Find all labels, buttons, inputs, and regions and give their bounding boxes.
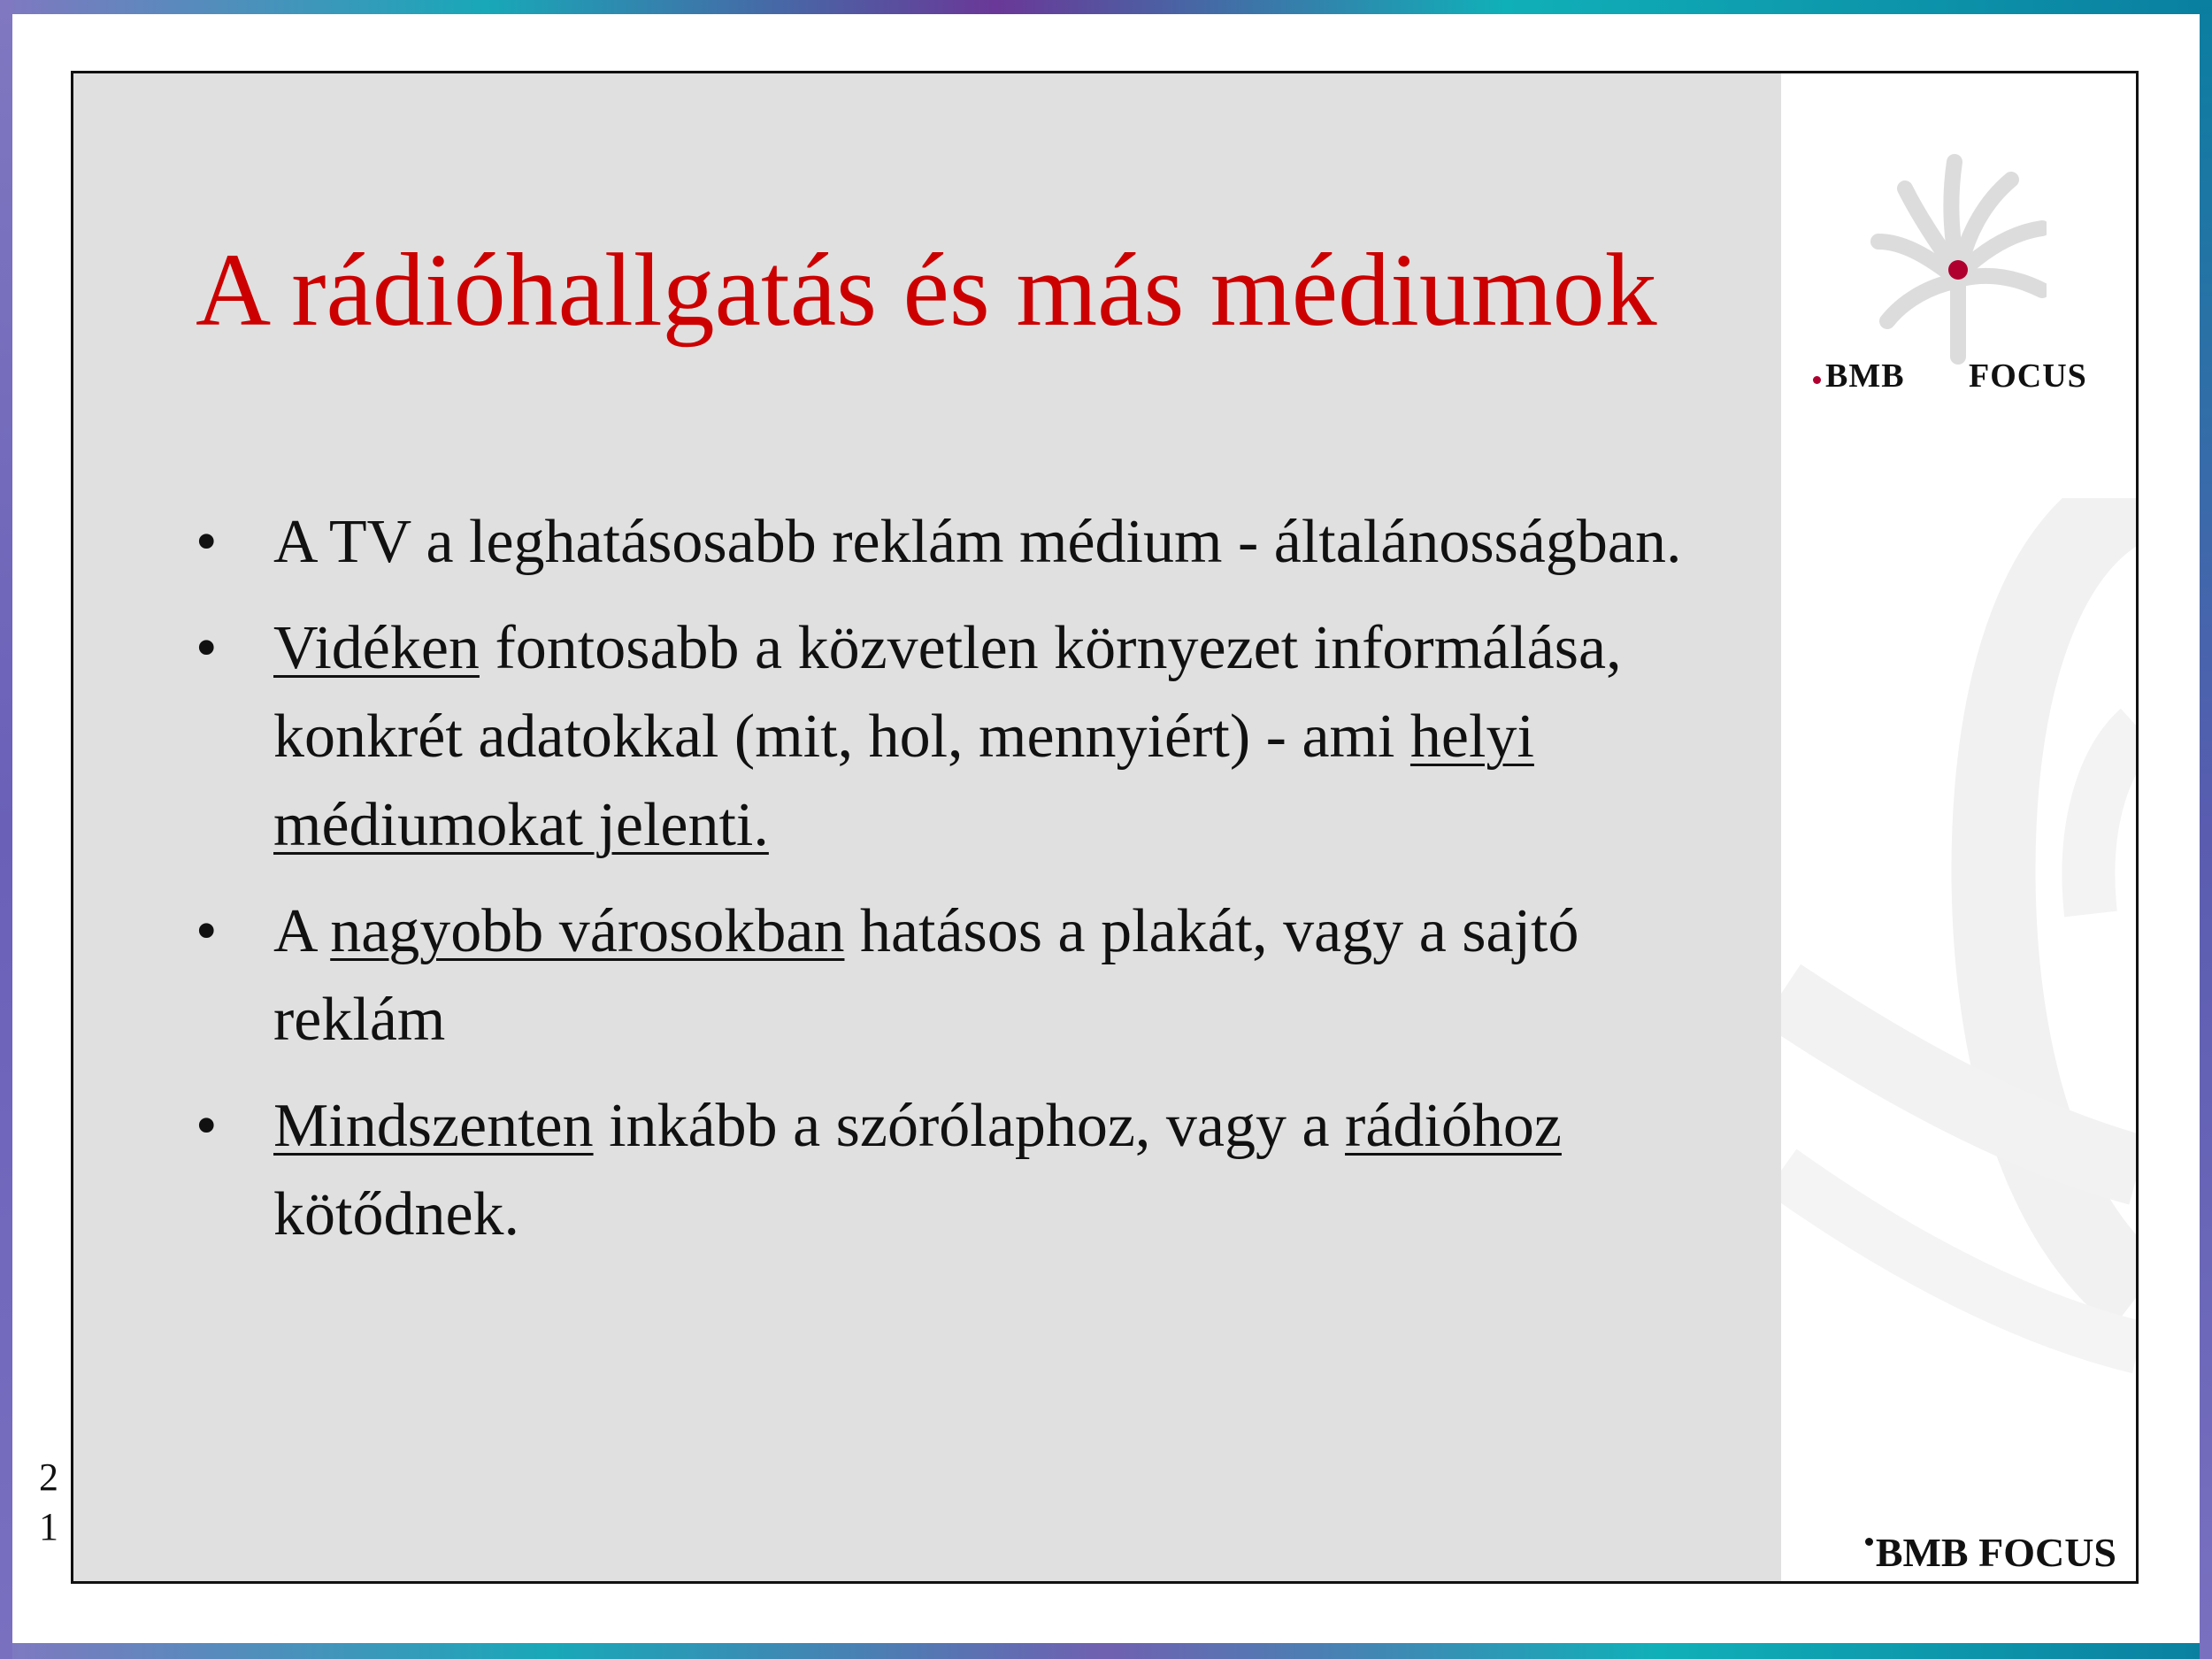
page-number-line-2: 1: [39, 1505, 58, 1548]
bullet-text: A TV a leghatásosabb reklám médium - általánosságban.: [273, 508, 1682, 576]
right-border-stripe: [2200, 0, 2212, 1659]
footer-brand: [1865, 1529, 2116, 1576]
bullet-marker: •: [196, 897, 218, 965]
bullet-item: [196, 887, 1762, 1064]
bullet-list: [196, 498, 1762, 1277]
bullet-text: A: [273, 897, 331, 965]
bottom-border-stripe: [0, 1643, 2212, 1659]
bmb-focus-logo: [1799, 144, 2117, 410]
bullet-marker: •: [196, 508, 218, 576]
bullet-text: inkább a szórólaphoz, vagy a: [593, 1092, 1346, 1160]
bullet-text: fontosabb a közvetlen környezet informálása, konkrét adatokkal (mit, hol, mennyiért) - ami: [273, 614, 1622, 771]
bullet-text: kötődnek.: [273, 1180, 520, 1248]
bullet-text-underlined: helyi médiumokat jelenti.: [273, 703, 1534, 859]
footer-brand-text: BMB FOCUS: [1875, 1530, 2116, 1575]
bullet-item: [196, 1082, 1762, 1259]
logo-text-right: FOCUS: [1969, 357, 2087, 395]
bullet-text-underlined: nagyobb városokban: [330, 897, 845, 965]
bmb-focus-logo-icon: [1870, 144, 2047, 365]
logo-text-left: BMB: [1825, 357, 1905, 395]
page-number: [27, 1453, 71, 1552]
slide: [71, 71, 2139, 1584]
bullet-marker: •: [196, 614, 218, 682]
footer-dot: [1865, 1538, 1873, 1546]
watermark-arcs-icon: [1781, 498, 2139, 1516]
bullet-item: [196, 498, 1762, 587]
bullet-text-underlined: Mindszenten: [273, 1092, 594, 1160]
logo-dot: [1813, 376, 1821, 384]
bullet-item: [196, 604, 1762, 870]
bullet-text-underlined: Vidéken: [273, 614, 480, 682]
page-number-line-1: 2: [39, 1455, 58, 1499]
slide-title: A rádióhallgatás és más médiumok: [196, 232, 1657, 348]
top-border-stripe: [0, 0, 2212, 14]
left-border-stripe: [0, 0, 12, 1659]
bullet-text: hatásos a plakát, vagy a sajtó reklám: [273, 897, 1579, 1054]
bullet-text-underlined: rádióhoz: [1345, 1092, 1562, 1160]
logo-panel: [1781, 73, 2139, 1581]
bullet-marker: •: [196, 1092, 218, 1160]
